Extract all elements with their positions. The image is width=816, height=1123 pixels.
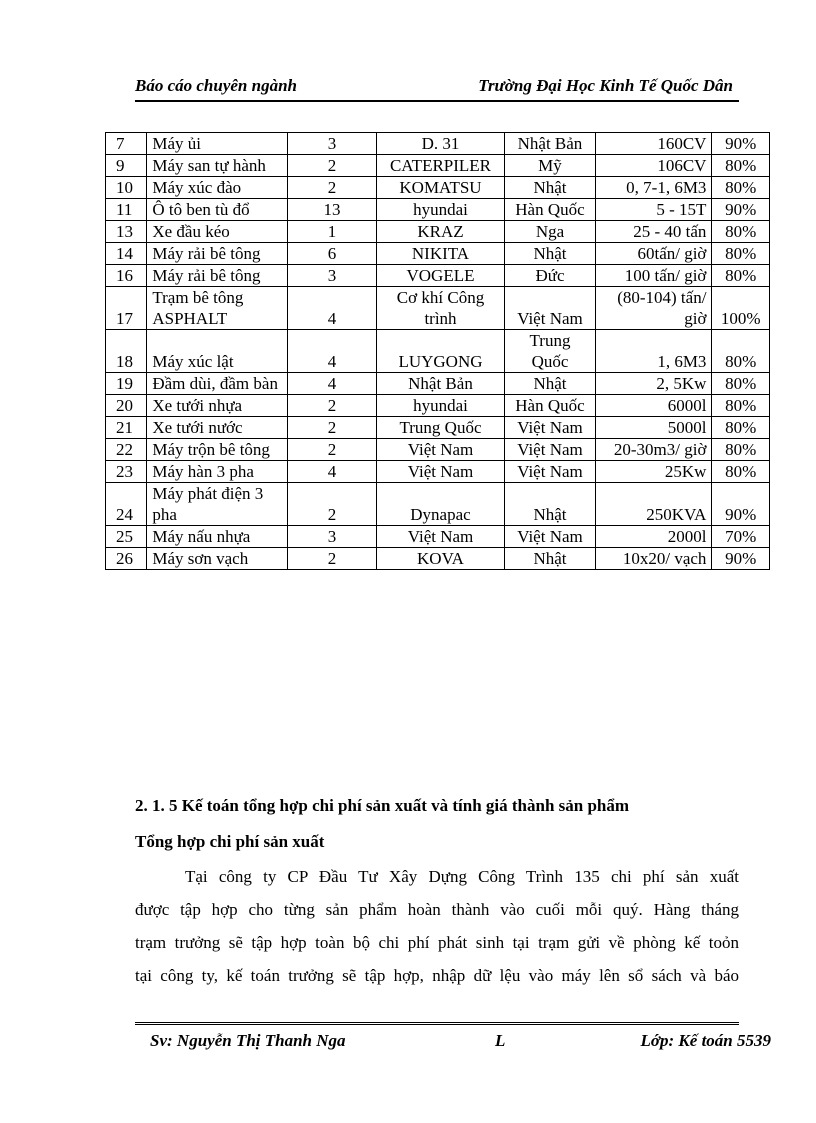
section-subheading: Tổng hợp chi phí sản xuất	[135, 832, 325, 851]
equipment-quantity: 6	[287, 243, 377, 265]
equipment-condition: 90%	[712, 483, 770, 526]
equipment-origin: Nga	[504, 221, 596, 243]
equipment-name: Máy rải bê tông	[147, 265, 287, 287]
equipment-quantity: 2	[287, 483, 377, 526]
equipment-capacity: 1, 6M3	[596, 330, 712, 373]
paragraph-line: Tại công ty CP Đầu Tư Xây Dựng Công Trình 135 chi phí sản xuất	[185, 867, 739, 886]
table-row	[106, 265, 770, 287]
equipment-brand: Trung Quốc	[377, 417, 504, 439]
equipment-capacity: 250KVA	[596, 483, 712, 526]
equipment-brand: VOGELE	[377, 265, 504, 287]
equipment-quantity: 2	[287, 548, 377, 570]
equipment-quantity: 2	[287, 395, 377, 417]
equipment-capacity: 5000l	[596, 417, 712, 439]
page-footer	[135, 1022, 771, 1055]
equipment-quantity: 3	[287, 265, 377, 287]
equipment-name: Máy sơn vạch	[147, 548, 287, 570]
row-number: 21	[106, 417, 147, 439]
equipment-origin: Nhật	[504, 177, 596, 199]
row-number: 13	[106, 221, 147, 243]
table-row	[106, 461, 770, 483]
equipment-capacity: 106CV	[596, 155, 712, 177]
equipment-origin: Việt Nam	[504, 287, 596, 330]
equipment-capacity: 160CV	[596, 133, 712, 155]
equipment-condition: 80%	[712, 221, 770, 243]
table-row	[106, 133, 770, 155]
equipment-origin: Việt Nam	[504, 526, 596, 548]
equipment-condition: 70%	[712, 526, 770, 548]
equipment-condition: 90%	[712, 199, 770, 221]
equipment-quantity: 2	[287, 439, 377, 461]
equipment-origin: Nhật	[504, 243, 596, 265]
row-number: 7	[106, 133, 147, 155]
table-row	[106, 395, 770, 417]
table-row	[106, 287, 770, 330]
row-number: 11	[106, 199, 147, 221]
equipment-capacity: 100 tấn/ giờ	[596, 265, 712, 287]
equipment-capacity: 5 - 15T	[596, 199, 712, 221]
equipment-name: Máy san tự hành	[147, 155, 287, 177]
equipment-brand: Nhật Bản	[377, 373, 504, 395]
row-number: 18	[106, 330, 147, 373]
table-row	[106, 483, 770, 526]
table-row	[106, 221, 770, 243]
table-row	[106, 177, 770, 199]
row-number: 22	[106, 439, 147, 461]
row-number: 25	[106, 526, 147, 548]
equipment-brand: KRAZ	[377, 221, 504, 243]
equipment-name: Máy nấu nhựa	[147, 526, 287, 548]
equipment-brand: hyundai	[377, 199, 504, 221]
equipment-condition: 80%	[712, 461, 770, 483]
equipment-condition: 80%	[712, 373, 770, 395]
equipment-capacity: 60tấn/ giờ	[596, 243, 712, 265]
row-number: 19	[106, 373, 147, 395]
equipment-condition: 80%	[712, 155, 770, 177]
row-number: 23	[106, 461, 147, 483]
equipment-brand: Việt Nam	[377, 461, 504, 483]
equipment-quantity: 4	[287, 373, 377, 395]
header-university: Trường Đại Học Kinh Tế Quốc Dân	[478, 76, 733, 95]
equipment-quantity: 2	[287, 155, 377, 177]
equipment-name: Ô tô ben tù đổ	[147, 199, 287, 221]
equipment-name: Trạm bê tông ASPHALT	[147, 287, 287, 330]
equipment-name: Máy xúc lật	[147, 330, 287, 373]
equipment-brand: D. 31	[377, 133, 504, 155]
footer-class-name: Lớp: Kế toán 5539	[640, 1031, 771, 1050]
row-number: 20	[106, 395, 147, 417]
equipment-name: Xe tưới nước	[147, 417, 287, 439]
row-number: 9	[106, 155, 147, 177]
row-number: 10	[106, 177, 147, 199]
equipment-condition: 80%	[712, 265, 770, 287]
equipment-quantity: 4	[287, 330, 377, 373]
row-number: 26	[106, 548, 147, 570]
equipment-origin: Đức	[504, 265, 596, 287]
table-row	[106, 439, 770, 461]
equipment-capacity: 25Kw	[596, 461, 712, 483]
equipment-quantity: 3	[287, 133, 377, 155]
row-number: 16	[106, 265, 147, 287]
equipment-name: Xe tưới nhựa	[147, 395, 287, 417]
equipment-condition: 80%	[712, 243, 770, 265]
table-row	[106, 155, 770, 177]
paragraph-line: trạm trưởng sẽ tập hợp toàn bộ chi phí phát sinh tại trạm gửi về phòng kế toỏn	[135, 933, 739, 952]
equipment-origin: Nhật	[504, 548, 596, 570]
equipment-origin: Trung Quốc	[504, 330, 596, 373]
equipment-name: Máy hàn 3 pha	[147, 461, 287, 483]
equipment-condition: 80%	[712, 417, 770, 439]
equipment-capacity: 10x20/ vạch	[596, 548, 712, 570]
body-paragraph	[135, 860, 739, 992]
table-row	[106, 330, 770, 373]
equipment-quantity: 4	[287, 461, 377, 483]
equipment-name: Máy ủi	[147, 133, 287, 155]
equipment-quantity: 2	[287, 417, 377, 439]
equipment-origin: Nhật	[504, 373, 596, 395]
equipment-capacity: 6000l	[596, 395, 712, 417]
equipment-capacity: (80-104) tấn/ giờ	[596, 287, 712, 330]
table-row	[106, 199, 770, 221]
paragraph-line: tại công ty, kế toán trưởng sẽ tập hợp, nhập dữ lệu vào máy lên sổ sách và báo	[135, 966, 739, 985]
equipment-quantity: 1	[287, 221, 377, 243]
equipment-name: Xe đầu kéo	[147, 221, 287, 243]
equipment-name: Máy phát điện 3 pha	[147, 483, 287, 526]
equipment-condition: 80%	[712, 395, 770, 417]
header-report-title: Báo cáo chuyên ngành	[135, 76, 297, 95]
equipment-origin: Nhật	[504, 483, 596, 526]
equipment-origin: Nhật Bản	[504, 133, 596, 155]
paragraph-line: được tập hợp cho từng sản phẩm hoàn thành vào cuối mỗi quý. Hàng tháng	[135, 900, 739, 919]
equipment-origin: Việt Nam	[504, 417, 596, 439]
page-header	[135, 74, 739, 102]
equipment-brand: Cơ khí Công trình	[377, 287, 504, 330]
row-number: 14	[106, 243, 147, 265]
equipment-capacity: 20-30m3/ giờ	[596, 439, 712, 461]
table-row	[106, 526, 770, 548]
equipment-brand: NIKITA	[377, 243, 504, 265]
table-row	[106, 373, 770, 395]
equipment-name: Máy rải bê tông	[147, 243, 287, 265]
equipment-condition: 90%	[712, 133, 770, 155]
equipment-brand: KOVA	[377, 548, 504, 570]
equipment-quantity: 13	[287, 199, 377, 221]
equipment-capacity: 25 - 40 tấn	[596, 221, 712, 243]
equipment-brand: hyundai	[377, 395, 504, 417]
equipment-name: Máy trộn bê tông	[147, 439, 287, 461]
row-number: 17	[106, 287, 147, 330]
table-row	[106, 243, 770, 265]
equipment-capacity: 0, 7-1, 6M3	[596, 177, 712, 199]
equipment-brand: Việt Nam	[377, 439, 504, 461]
equipment-origin: Việt Nam	[504, 439, 596, 461]
equipment-origin: Việt Nam	[504, 461, 596, 483]
equipment-condition: 80%	[712, 177, 770, 199]
equipment-condition: 80%	[712, 439, 770, 461]
equipment-brand: Dynapac	[377, 483, 504, 526]
section-heading: 2. 1. 5 Kế toán tổng hợp chi phí sản xuất và tính giá thành sản phẩm	[135, 796, 630, 815]
footer-middle-mark: L	[495, 1031, 506, 1050]
equipment-origin: Hàn Quốc	[504, 199, 596, 221]
equipment-name: Đầm dùi, đầm bàn	[147, 373, 287, 395]
equipment-name: Máy xúc đào	[147, 177, 287, 199]
equipment-condition: 90%	[712, 548, 770, 570]
equipment-condition: 100%	[712, 287, 770, 330]
equipment-quantity: 3	[287, 526, 377, 548]
equipment-brand: LUYGONG	[377, 330, 504, 373]
equipment-brand: CATERPILER	[377, 155, 504, 177]
equipment-capacity: 2000l	[596, 526, 712, 548]
equipment-capacity: 2, 5Kw	[596, 373, 712, 395]
equipment-table	[105, 132, 770, 570]
equipment-origin: Hàn Quốc	[504, 395, 596, 417]
equipment-origin: Mỹ	[504, 155, 596, 177]
equipment-quantity: 2	[287, 177, 377, 199]
equipment-table-body	[106, 133, 770, 570]
table-row	[106, 548, 770, 570]
equipment-brand: Việt Nam	[377, 526, 504, 548]
equipment-quantity: 4	[287, 287, 377, 330]
equipment-brand: KOMATSU	[377, 177, 504, 199]
row-number: 24	[106, 483, 147, 526]
footer-student-name: Sv: Nguyễn Thị Thanh Nga	[150, 1031, 346, 1050]
table-row	[106, 417, 770, 439]
equipment-condition: 80%	[712, 330, 770, 373]
